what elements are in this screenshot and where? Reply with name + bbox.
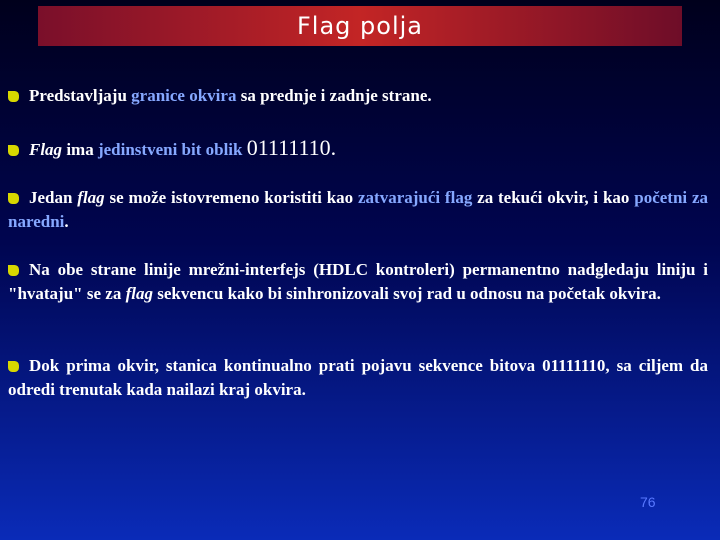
page-number: 76 bbox=[640, 494, 656, 510]
item-3-text-g: . bbox=[64, 212, 69, 231]
item-4-text-c: sekvencu kako bi sinhronizovali svoj rad u odnosu na početak okvira. bbox=[152, 284, 661, 303]
item-2-text-c: jedinstveni bit oblik bbox=[97, 140, 243, 159]
item-2-text-b: ima bbox=[62, 140, 98, 159]
item-1-text-b: granice okvira bbox=[131, 86, 237, 105]
bullet-item-1 bbox=[8, 84, 708, 108]
square-bullet-icon bbox=[8, 361, 19, 372]
item-3-text-c: se može istovremeno koristiti kao bbox=[104, 188, 358, 207]
item-2-text-d: 01111110. bbox=[246, 135, 337, 160]
bullet-item-5 bbox=[8, 354, 708, 402]
item-3-text-d: zatvarajući flag bbox=[357, 188, 473, 207]
item-4-text-a: Na obe strane linije mrežni-interfejs (HDLC kontroleri) permanentno nadgledaju liniju i "hvataju" se za bbox=[8, 260, 708, 303]
item-1-text-c: sa prednje i zadnje strane. bbox=[236, 86, 432, 105]
item-3-text-f: početni za naredni bbox=[8, 188, 708, 231]
item-4-text-b: flag bbox=[125, 284, 153, 303]
square-bullet-icon bbox=[8, 145, 19, 156]
square-bullet-icon bbox=[8, 265, 19, 276]
slide-title: Flag polja bbox=[296, 12, 423, 40]
title-bar bbox=[38, 6, 682, 46]
item-3-text-e: za tekući okvir, i kao bbox=[472, 188, 635, 207]
bullet-item-2 bbox=[8, 136, 708, 162]
square-bullet-icon bbox=[8, 91, 19, 102]
item-2-text-a: Flag bbox=[29, 140, 63, 159]
square-bullet-icon bbox=[8, 193, 19, 204]
item-3-text-b: flag bbox=[77, 188, 105, 207]
bullet-item-3 bbox=[8, 186, 708, 234]
bullet-item-4 bbox=[8, 258, 708, 306]
item-5-text-a: Dok prima okvir, stanica kontinualno prati pojavu sekvence bitova 01111110, sa ciljem da odredi trenutak kada nailazi kraj okvira. bbox=[8, 356, 708, 399]
item-1-text-a: Predstavljaju bbox=[29, 86, 132, 105]
item-3-text-a: Jedan bbox=[29, 188, 78, 207]
